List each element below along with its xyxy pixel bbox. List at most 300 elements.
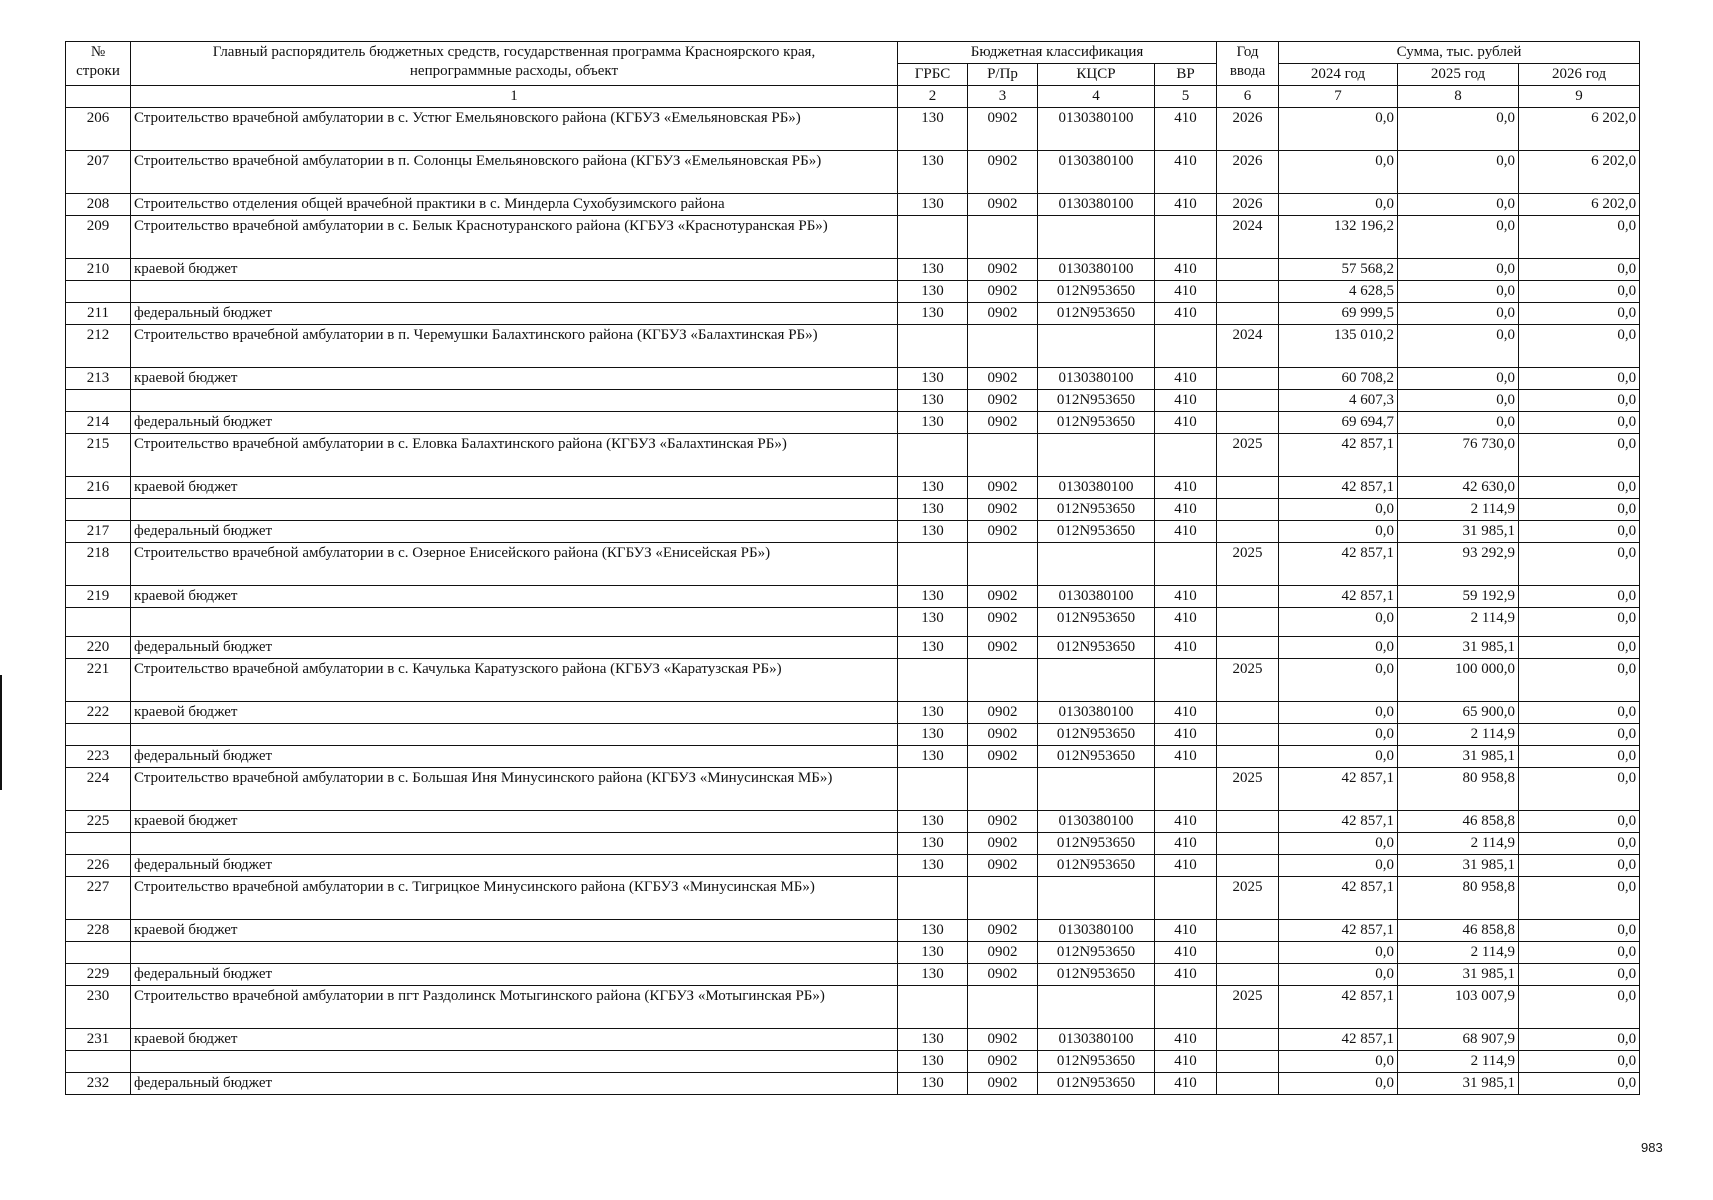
row-year	[1217, 586, 1279, 608]
row-grbs	[898, 434, 968, 477]
row-vr: 410	[1155, 702, 1217, 724]
row-kcsr	[1038, 543, 1155, 586]
row-kcsr: 0130380100	[1038, 702, 1155, 724]
table-row	[66, 637, 1640, 659]
row-kcsr: 0130380100	[1038, 108, 1155, 151]
row-vr: 410	[1155, 964, 1217, 986]
row-grbs: 130	[898, 259, 968, 281]
row-sum-2025: 0,0	[1398, 412, 1519, 434]
table-row	[66, 1073, 1640, 1095]
row-rpr	[968, 986, 1038, 1029]
row-sum-2025: 0,0	[1398, 151, 1519, 194]
row-sum-2026: 0,0	[1519, 1029, 1640, 1051]
row-name	[131, 1051, 898, 1073]
row-sum-2025: 2 114,9	[1398, 833, 1519, 855]
row-year	[1217, 281, 1279, 303]
row-rpr: 0902	[968, 368, 1038, 390]
row-sum-2026: 0,0	[1519, 608, 1640, 637]
row-vr: 410	[1155, 108, 1217, 151]
row-year	[1217, 499, 1279, 521]
col-num-0	[66, 86, 131, 108]
row-sum-2026: 0,0	[1519, 1051, 1640, 1073]
row-name: краевой бюджет	[131, 259, 898, 281]
row-sum-2024: 0,0	[1279, 194, 1398, 216]
row-kcsr: 0130380100	[1038, 194, 1155, 216]
row-sum-2026: 0,0	[1519, 259, 1640, 281]
col-num-5: 5	[1155, 86, 1217, 108]
row-grbs	[898, 986, 968, 1029]
row-sum-2026: 0,0	[1519, 521, 1640, 543]
row-sum-2024: 60 708,2	[1279, 368, 1398, 390]
row-grbs	[898, 325, 968, 368]
table-row	[66, 543, 1640, 586]
row-sum-2026: 0,0	[1519, 390, 1640, 412]
row-sum-2026: 6 202,0	[1519, 151, 1640, 194]
row-rpr: 0902	[968, 281, 1038, 303]
col-num-1: 1	[131, 86, 898, 108]
row-number	[66, 833, 131, 855]
row-vr: 410	[1155, 942, 1217, 964]
row-name: Строительство врачебной амбулатории в с. Белык Краснотуранского района (КГБУЗ «Краснотуранская РБ»)	[131, 216, 898, 259]
row-name: краевой бюджет	[131, 368, 898, 390]
header-budget-classification: Бюджетная классификация	[898, 42, 1217, 64]
row-rpr: 0902	[968, 151, 1038, 194]
row-vr: 410	[1155, 259, 1217, 281]
row-year	[1217, 412, 1279, 434]
row-name: Строительство отделения общей врачебной практики в с. Миндерла Сухобузимского района	[131, 194, 898, 216]
row-name: краевой бюджет	[131, 477, 898, 499]
row-sum-2026: 0,0	[1519, 216, 1640, 259]
header-row-number	[66, 42, 131, 86]
row-sum-2026: 0,0	[1519, 303, 1640, 325]
row-sum-2024: 0,0	[1279, 833, 1398, 855]
row-name	[131, 608, 898, 637]
row-sum-2026: 6 202,0	[1519, 194, 1640, 216]
row-year: 2026	[1217, 108, 1279, 151]
row-grbs: 130	[898, 833, 968, 855]
header-grbs: ГРБС	[898, 64, 968, 86]
table-row	[66, 659, 1640, 702]
row-vr: 410	[1155, 586, 1217, 608]
col-num-9: 9	[1519, 86, 1640, 108]
row-sum-2025: 80 958,8	[1398, 768, 1519, 811]
row-rpr: 0902	[968, 521, 1038, 543]
row-year: 2026	[1217, 194, 1279, 216]
row-rpr: 0902	[968, 1073, 1038, 1095]
row-name: федеральный бюджет	[131, 855, 898, 877]
row-sum-2026: 0,0	[1519, 659, 1640, 702]
row-number: 229	[66, 964, 131, 986]
col-num-8: 8	[1398, 86, 1519, 108]
row-grbs: 130	[898, 499, 968, 521]
row-sum-2024: 42 857,1	[1279, 434, 1398, 477]
col-num-6: 6	[1217, 86, 1279, 108]
row-year	[1217, 746, 1279, 768]
row-number: 228	[66, 920, 131, 942]
row-year	[1217, 942, 1279, 964]
row-name	[131, 833, 898, 855]
table-row	[66, 768, 1640, 811]
row-vr	[1155, 543, 1217, 586]
row-grbs	[898, 768, 968, 811]
row-sum-2026: 0,0	[1519, 477, 1640, 499]
row-rpr: 0902	[968, 855, 1038, 877]
col-num-4: 4	[1038, 86, 1155, 108]
row-sum-2025: 2 114,9	[1398, 942, 1519, 964]
row-rpr: 0902	[968, 412, 1038, 434]
row-sum-2024: 0,0	[1279, 1073, 1398, 1095]
table-row	[66, 303, 1640, 325]
row-sum-2024: 0,0	[1279, 942, 1398, 964]
row-sum-2024: 132 196,2	[1279, 216, 1398, 259]
row-rpr	[968, 434, 1038, 477]
row-sum-2025: 31 985,1	[1398, 637, 1519, 659]
header-rpr: Р/Пр	[968, 64, 1038, 86]
row-year: 2025	[1217, 659, 1279, 702]
row-kcsr: 012N953650	[1038, 499, 1155, 521]
row-vr: 410	[1155, 1051, 1217, 1073]
row-number: 214	[66, 412, 131, 434]
table-row	[66, 194, 1640, 216]
row-number: 212	[66, 325, 131, 368]
table-row	[66, 964, 1640, 986]
header-year	[1217, 42, 1279, 86]
row-number: 209	[66, 216, 131, 259]
row-year: 2025	[1217, 768, 1279, 811]
row-sum-2026: 0,0	[1519, 724, 1640, 746]
table-row	[66, 281, 1640, 303]
row-sum-2024: 0,0	[1279, 1051, 1398, 1073]
row-sum-2024: 42 857,1	[1279, 586, 1398, 608]
table-row	[66, 586, 1640, 608]
budget-table	[65, 41, 1640, 1095]
row-rpr: 0902	[968, 499, 1038, 521]
row-number	[66, 1051, 131, 1073]
row-sum-2026: 0,0	[1519, 811, 1640, 833]
row-sum-2026: 0,0	[1519, 833, 1640, 855]
table-row	[66, 855, 1640, 877]
header-no-label2: строки	[76, 63, 120, 79]
row-sum-2024: 57 568,2	[1279, 259, 1398, 281]
row-year	[1217, 390, 1279, 412]
row-grbs	[898, 659, 968, 702]
row-number	[66, 499, 131, 521]
row-number: 219	[66, 586, 131, 608]
row-rpr: 0902	[968, 303, 1038, 325]
row-sum-2025: 0,0	[1398, 390, 1519, 412]
row-number: 232	[66, 1073, 131, 1095]
row-year	[1217, 1073, 1279, 1095]
row-year: 2024	[1217, 325, 1279, 368]
row-name: федеральный бюджет	[131, 303, 898, 325]
row-sum-2024: 42 857,1	[1279, 477, 1398, 499]
row-name: краевой бюджет	[131, 811, 898, 833]
table-row	[66, 521, 1640, 543]
row-rpr: 0902	[968, 1051, 1038, 1073]
row-sum-2026: 0,0	[1519, 986, 1640, 1029]
row-rpr	[968, 325, 1038, 368]
table-row	[66, 434, 1640, 477]
row-vr: 410	[1155, 521, 1217, 543]
row-vr: 410	[1155, 194, 1217, 216]
row-sum-2026: 0,0	[1519, 855, 1640, 877]
row-grbs: 130	[898, 964, 968, 986]
row-number	[66, 390, 131, 412]
row-year	[1217, 637, 1279, 659]
row-kcsr	[1038, 986, 1155, 1029]
table-row	[66, 151, 1640, 194]
row-number: 217	[66, 521, 131, 543]
row-rpr: 0902	[968, 194, 1038, 216]
table-row	[66, 1051, 1640, 1073]
row-number	[66, 281, 131, 303]
row-grbs: 130	[898, 194, 968, 216]
row-kcsr: 012N953650	[1038, 855, 1155, 877]
row-kcsr	[1038, 768, 1155, 811]
row-sum-2024: 135 010,2	[1279, 325, 1398, 368]
row-sum-2024: 42 857,1	[1279, 877, 1398, 920]
row-vr: 410	[1155, 303, 1217, 325]
row-year	[1217, 259, 1279, 281]
margin-mark	[0, 675, 2, 790]
table-row	[66, 942, 1640, 964]
row-number: 216	[66, 477, 131, 499]
row-sum-2024: 0,0	[1279, 724, 1398, 746]
row-number: 207	[66, 151, 131, 194]
row-sum-2025: 76 730,0	[1398, 434, 1519, 477]
row-year	[1217, 724, 1279, 746]
row-vr	[1155, 216, 1217, 259]
row-kcsr: 012N953650	[1038, 746, 1155, 768]
row-year: 2026	[1217, 151, 1279, 194]
row-sum-2025: 0,0	[1398, 108, 1519, 151]
row-year	[1217, 1051, 1279, 1073]
table-row	[66, 724, 1640, 746]
row-grbs: 130	[898, 521, 968, 543]
row-rpr: 0902	[968, 608, 1038, 637]
row-number: 225	[66, 811, 131, 833]
table-row	[66, 108, 1640, 151]
row-vr: 410	[1155, 368, 1217, 390]
row-year: 2024	[1217, 216, 1279, 259]
row-sum-2026: 0,0	[1519, 768, 1640, 811]
row-rpr	[968, 659, 1038, 702]
row-rpr	[968, 768, 1038, 811]
row-sum-2026: 0,0	[1519, 412, 1640, 434]
row-name: Строительство врачебной амбулатории в п. Черемушки Балахтинского района (КГБУЗ «Балахтинская РБ»)	[131, 325, 898, 368]
row-kcsr: 012N953650	[1038, 1073, 1155, 1095]
header-name-line1: Главный распорядитель бюджетных средств, государственная программа Красноярского края,	[212, 44, 816, 60]
row-rpr: 0902	[968, 964, 1038, 986]
row-rpr	[968, 216, 1038, 259]
row-sum-2024: 0,0	[1279, 499, 1398, 521]
row-name: федеральный бюджет	[131, 1073, 898, 1095]
row-sum-2025: 68 907,9	[1398, 1029, 1519, 1051]
row-vr: 410	[1155, 477, 1217, 499]
col-num-2: 2	[898, 86, 968, 108]
row-grbs: 130	[898, 1051, 968, 1073]
row-grbs: 130	[898, 412, 968, 434]
row-sum-2025: 0,0	[1398, 259, 1519, 281]
row-year	[1217, 920, 1279, 942]
row-number	[66, 608, 131, 637]
row-name: краевой бюджет	[131, 1029, 898, 1051]
row-vr	[1155, 986, 1217, 1029]
row-name: Строительство врачебной амбулатории в с. Устюг Емельяновского района (КГБУЗ «Емельяновская РБ»)	[131, 108, 898, 151]
row-grbs: 130	[898, 151, 968, 194]
row-grbs	[898, 877, 968, 920]
row-kcsr: 012N953650	[1038, 521, 1155, 543]
row-year	[1217, 811, 1279, 833]
row-vr: 410	[1155, 920, 1217, 942]
row-number: 221	[66, 659, 131, 702]
row-number: 213	[66, 368, 131, 390]
row-kcsr: 0130380100	[1038, 920, 1155, 942]
row-sum-2025: 42 630,0	[1398, 477, 1519, 499]
row-name	[131, 942, 898, 964]
row-sum-2026: 6 202,0	[1519, 108, 1640, 151]
row-rpr: 0902	[968, 1029, 1038, 1051]
row-year: 2025	[1217, 434, 1279, 477]
row-sum-2024: 0,0	[1279, 608, 1398, 637]
row-sum-2026: 0,0	[1519, 637, 1640, 659]
row-sum-2025: 100 000,0	[1398, 659, 1519, 702]
row-number: 230	[66, 986, 131, 1029]
row-sum-2026: 0,0	[1519, 543, 1640, 586]
row-rpr: 0902	[968, 833, 1038, 855]
row-kcsr: 0130380100	[1038, 477, 1155, 499]
row-name: Строительство врачебной амбулатории в пгт Раздолинск Мотыгинского района (КГБУЗ «Мотыгинская РБ»)	[131, 986, 898, 1029]
row-kcsr: 012N953650	[1038, 724, 1155, 746]
row-grbs: 130	[898, 368, 968, 390]
row-grbs: 130	[898, 281, 968, 303]
row-kcsr	[1038, 216, 1155, 259]
row-sum-2024: 0,0	[1279, 637, 1398, 659]
row-vr	[1155, 325, 1217, 368]
row-year	[1217, 964, 1279, 986]
row-name: краевой бюджет	[131, 586, 898, 608]
row-kcsr: 012N953650	[1038, 1051, 1155, 1073]
row-rpr	[968, 543, 1038, 586]
header-name	[131, 42, 898, 86]
row-sum-2026: 0,0	[1519, 499, 1640, 521]
row-grbs: 130	[898, 390, 968, 412]
table-row	[66, 833, 1640, 855]
row-grbs: 130	[898, 608, 968, 637]
row-kcsr: 0130380100	[1038, 811, 1155, 833]
row-sum-2024: 42 857,1	[1279, 1029, 1398, 1051]
row-sum-2024: 0,0	[1279, 964, 1398, 986]
row-rpr: 0902	[968, 746, 1038, 768]
row-sum-2024: 69 694,7	[1279, 412, 1398, 434]
row-vr: 410	[1155, 608, 1217, 637]
row-grbs: 130	[898, 108, 968, 151]
row-vr: 410	[1155, 637, 1217, 659]
row-name: Строительство врачебной амбулатории в с. Большая Иня Минусинского района (КГБУЗ «Минусинская МБ»)	[131, 768, 898, 811]
row-kcsr: 012N953650	[1038, 281, 1155, 303]
row-sum-2026: 0,0	[1519, 586, 1640, 608]
table-row	[66, 702, 1640, 724]
row-number: 211	[66, 303, 131, 325]
row-sum-2025: 31 985,1	[1398, 1073, 1519, 1095]
row-name: Строительство врачебной амбулатории в с. Тигрицкое Минусинского района (КГБУЗ «Минусинская МБ»)	[131, 877, 898, 920]
row-sum-2026: 0,0	[1519, 368, 1640, 390]
row-year	[1217, 855, 1279, 877]
row-sum-2025: 0,0	[1398, 194, 1519, 216]
row-grbs: 130	[898, 702, 968, 724]
row-sum-2025: 46 858,8	[1398, 920, 1519, 942]
row-year	[1217, 833, 1279, 855]
row-sum-2024: 0,0	[1279, 521, 1398, 543]
row-sum-2026: 0,0	[1519, 942, 1640, 964]
row-kcsr: 0130380100	[1038, 1029, 1155, 1051]
row-number: 215	[66, 434, 131, 477]
row-number: 227	[66, 877, 131, 920]
row-sum-2025: 0,0	[1398, 303, 1519, 325]
row-name	[131, 281, 898, 303]
row-kcsr	[1038, 434, 1155, 477]
row-year: 2025	[1217, 877, 1279, 920]
row-name: Строительство врачебной амбулатории в с. Озерное Енисейского района (КГБУЗ «Енисейская РБ»)	[131, 543, 898, 586]
row-kcsr: 012N953650	[1038, 942, 1155, 964]
row-name	[131, 390, 898, 412]
row-kcsr: 012N953650	[1038, 608, 1155, 637]
row-name: краевой бюджет	[131, 920, 898, 942]
row-sum-2025: 80 958,8	[1398, 877, 1519, 920]
row-kcsr: 012N953650	[1038, 833, 1155, 855]
row-rpr: 0902	[968, 637, 1038, 659]
row-grbs	[898, 543, 968, 586]
row-kcsr: 012N953650	[1038, 303, 1155, 325]
row-vr: 410	[1155, 1029, 1217, 1051]
header-2024: 2024 год	[1279, 64, 1398, 86]
row-sum-2024: 4 607,3	[1279, 390, 1398, 412]
table-row	[66, 412, 1640, 434]
row-sum-2024: 42 857,1	[1279, 811, 1398, 833]
row-name	[131, 724, 898, 746]
row-vr: 410	[1155, 390, 1217, 412]
row-vr	[1155, 877, 1217, 920]
row-vr: 410	[1155, 499, 1217, 521]
row-grbs: 130	[898, 920, 968, 942]
row-rpr: 0902	[968, 586, 1038, 608]
row-sum-2024: 69 999,5	[1279, 303, 1398, 325]
row-kcsr	[1038, 877, 1155, 920]
row-rpr: 0902	[968, 390, 1038, 412]
row-year: 2025	[1217, 986, 1279, 1029]
row-year: 2025	[1217, 543, 1279, 586]
row-sum-2025: 31 985,1	[1398, 964, 1519, 986]
row-sum-2025: 0,0	[1398, 325, 1519, 368]
row-sum-2025: 46 858,8	[1398, 811, 1519, 833]
row-sum-2026: 0,0	[1519, 746, 1640, 768]
row-name	[131, 499, 898, 521]
row-sum-2025: 2 114,9	[1398, 499, 1519, 521]
table-row	[66, 477, 1640, 499]
col-num-7: 7	[1279, 86, 1398, 108]
table-row	[66, 368, 1640, 390]
header-vr: ВР	[1155, 64, 1217, 86]
row-name: краевой бюджет	[131, 702, 898, 724]
table-row	[66, 986, 1640, 1029]
row-kcsr	[1038, 325, 1155, 368]
row-sum-2026: 0,0	[1519, 281, 1640, 303]
row-kcsr: 012N953650	[1038, 390, 1155, 412]
row-sum-2024: 0,0	[1279, 151, 1398, 194]
row-name: Строительство врачебной амбулатории в с. Качулька Каратузского района (КГБУЗ «Каратузская РБ»)	[131, 659, 898, 702]
row-sum-2026: 0,0	[1519, 434, 1640, 477]
row-grbs: 130	[898, 724, 968, 746]
